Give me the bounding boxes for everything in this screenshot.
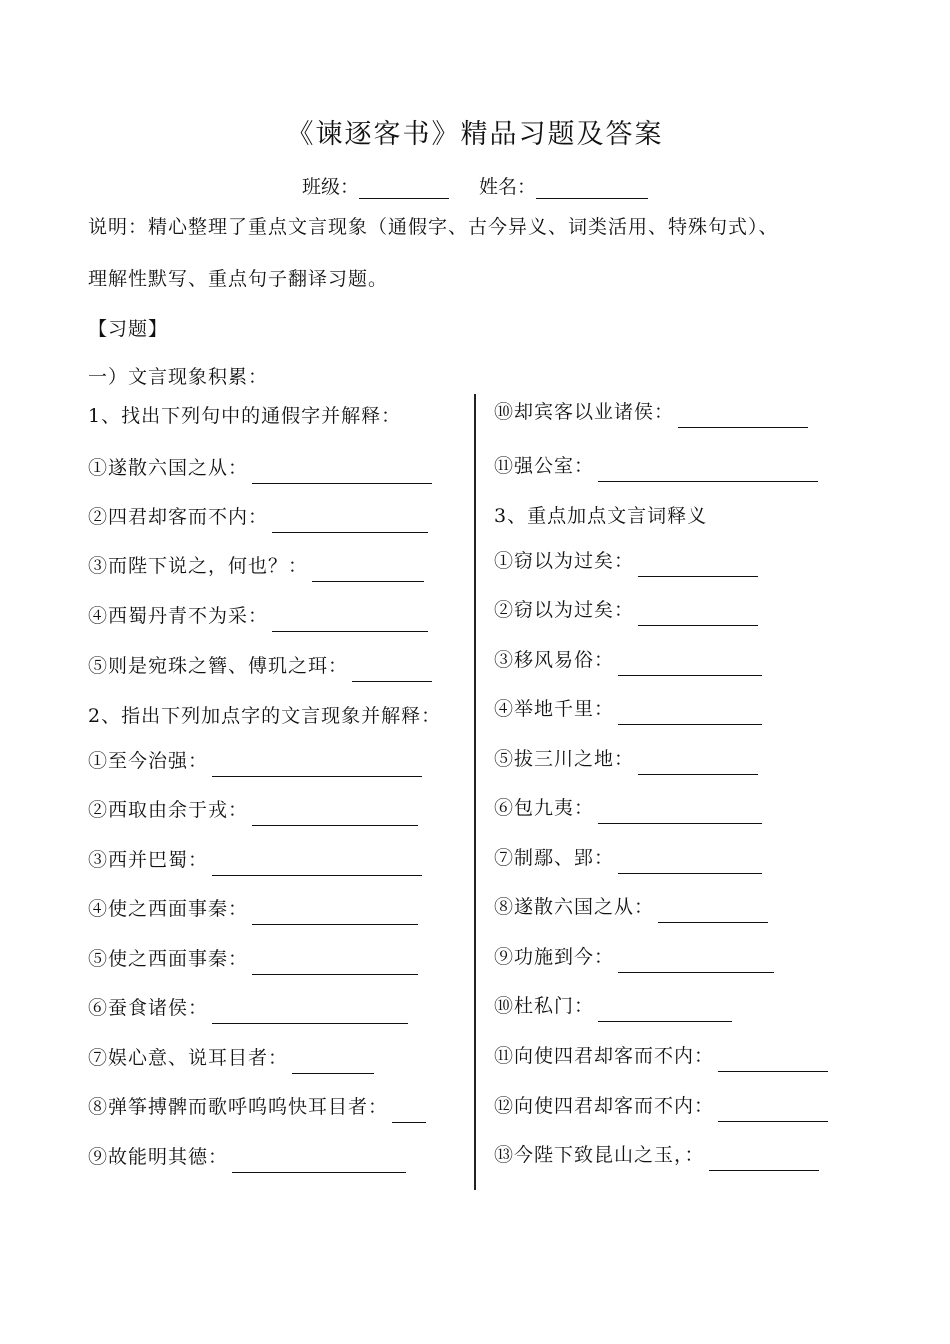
answer-line[interactable] (352, 657, 432, 682)
q3-title: 3、重点加点文言词释义 (494, 505, 708, 527)
answer-line[interactable] (618, 700, 762, 725)
q2-item-6: ⑥蚕食诸侯： (88, 992, 408, 1024)
answer-line[interactable] (598, 997, 732, 1022)
answer-line[interactable] (618, 948, 774, 973)
answer-line[interactable] (292, 1049, 374, 1074)
answer-line[interactable] (252, 950, 418, 975)
q2-item-2: ②西取由余于戎： (88, 794, 418, 826)
q1-item-5: ⑤则是宛珠之簪、傅玑之珥： (88, 650, 432, 682)
description-line-1: 说明：精心整理了重点文言现象（通假字、古今异义、词类活用、特殊句式）、 (88, 216, 779, 238)
column-divider (474, 394, 476, 1190)
q3-item-4: ④举地千里： (494, 693, 762, 725)
answer-line[interactable] (252, 459, 432, 484)
q3-item-9: ⑨功施到今： (494, 941, 774, 973)
answer-line[interactable] (312, 557, 424, 582)
answer-line[interactable] (272, 607, 428, 632)
q2-item-9: ⑨故能明其德： (88, 1141, 406, 1173)
q3-item-11: ⑪向使四君却客而不内： (494, 1040, 828, 1072)
answer-line[interactable] (232, 1148, 406, 1173)
class-label: 班级： (301, 176, 359, 198)
answer-line[interactable] (212, 752, 422, 777)
q3-item-8: ⑧遂散六国之从： (494, 891, 768, 923)
answer-line[interactable] (252, 801, 418, 826)
exercises-header: 【习题】 (88, 318, 169, 340)
answer-line[interactable] (272, 508, 428, 533)
answer-line[interactable] (252, 900, 418, 925)
q3-item-7: ⑦制鄢、郢： (494, 842, 762, 874)
name-field[interactable] (536, 174, 648, 199)
description-line-2: 理解性默写、重点句子翻译习题。 (88, 268, 389, 290)
q3-item-10: ⑩杜私门： (494, 990, 732, 1022)
q1-title: 1、找出下列句中的通假字并解释： (88, 405, 402, 427)
answer-line[interactable] (598, 457, 818, 482)
page-title: 《谏逐客书》精品习题及答案 (286, 119, 664, 150)
q2-item-4: ④使之西面事秦： (88, 893, 418, 925)
answer-line[interactable] (678, 403, 808, 428)
q3-item-2: ②窃以为过矣： (494, 594, 758, 626)
q3-item-3: ③移风易俗： (494, 644, 762, 676)
q3-item-13: ⑬今陛下致昆山之玉，： (494, 1139, 819, 1171)
q3-item-5: ⑤拔三川之地： (494, 743, 758, 775)
q2-item-8: ⑧弹筝搏髀而歌呼呜呜快耳目者： (88, 1091, 426, 1123)
answer-line[interactable] (212, 851, 422, 876)
answer-line[interactable] (638, 750, 758, 775)
name-label: 姓名： (479, 176, 537, 198)
answer-line[interactable] (638, 552, 758, 577)
q3-item-6: ⑥包九夷： (494, 792, 762, 824)
answer-line[interactable] (618, 849, 762, 874)
answer-line[interactable] (718, 1097, 828, 1122)
answer-line[interactable] (598, 799, 762, 824)
answer-line[interactable] (638, 601, 758, 626)
q1-item-4: ④西蜀丹青不为采： (88, 600, 428, 632)
q2-item-10: ⑩却宾客以业诸侯： (494, 396, 808, 428)
answer-line[interactable] (718, 1047, 828, 1072)
q2-item-5: ⑤使之西面事秦： (88, 943, 418, 975)
q3-item-12: ⑫向使四君却客而不内： (494, 1090, 828, 1122)
q2-item-3: ③西并巴蜀： (88, 844, 422, 876)
answer-line[interactable] (658, 898, 768, 923)
q3-item-1: ①窃以为过矣： (494, 545, 758, 577)
q2-item-7: ⑦娱心意、说耳目者： (88, 1042, 374, 1074)
q2-item-1: ①至今治强： (88, 745, 422, 777)
answer-line[interactable] (392, 1098, 426, 1123)
q1-item-2: ②四君却客而不内： (88, 501, 428, 533)
q2-title: 2、指出下列加点字的文言现象并解释： (88, 705, 442, 727)
answer-line[interactable] (212, 999, 408, 1024)
class-field[interactable] (359, 174, 449, 199)
answer-line[interactable] (618, 651, 762, 676)
student-info-bar (0, 172, 950, 199)
q1-item-1: ①遂散六国之从： (88, 452, 432, 484)
answer-line[interactable] (709, 1146, 819, 1171)
q2-item-11: ⑪强公室： (494, 450, 818, 482)
part1-header: 一）文言现象积累： (88, 366, 269, 388)
q1-item-3: ③而陛下说之，何也？： (88, 550, 424, 582)
